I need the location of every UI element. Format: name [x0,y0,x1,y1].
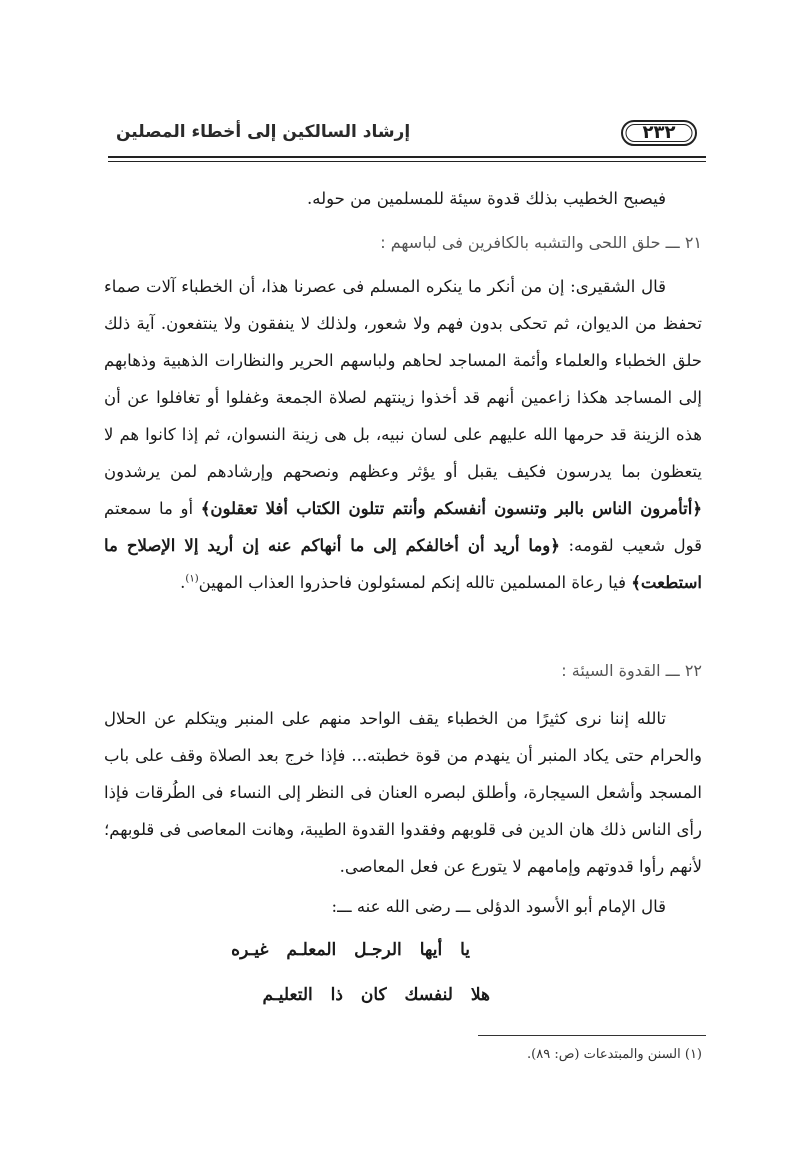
paragraph-1-text-a: قال الشقيرى: إن من أنكر ما ينكره المسلم فى عصرنا هذا، أن الخطباء آلات صماء تحفظ من الديوان، ثم تحكى بدون فهم ولا شعور، ولذلك لا ينفقون ولا ينتفعون. آية ذلك حلق الخطباء والعلماء وأئمة المساجد لحاهم ولباسهم الحرير والنظارات الذهبية وذهابهم إلى المساجد هكذا زاعمين أنهم قد أخذوا زينتهم لصلاة الجمعة وغفلوا أو تغافلوا عن أن هذه الزينة قد حرمها الله عليهم على لسان نبيه، بل هى زينة النسوان، ثم إذا كانوا هم لا يتعظون بما يدرسون فكيف يقبل أو يؤثر وعظهم ونصحهم وإرشادهم لمن يرشدون [104,277,702,481]
quran-verse-2: ﴿وما أريد أن أخالفكم إلى ما أنهاكم عنه إن أريد إلا الإصلاح ما استطعت﴾ [104,536,702,592]
section-heading-21: ٢١ ـــ حلق اللحى والتشبه بالكافرين فى لباسهم : [380,233,702,252]
intro-line: فيصبح الخطيب بذلك قدوة سيئة للمسلمين من حوله. [306,189,666,208]
paragraph-1-text-b: أو ما سمعتم قول شعيب لقومه: [104,499,702,555]
book-title: إرشاد السالكين إلى أخطاء المصلين [116,122,411,142]
poem-verse-2: هلا لنفسك كان ذا التعليـم [262,985,490,1005]
section-heading-22: ٢٢ ـــ القدوة السيئة : [561,661,702,680]
paragraph-1: قال الشقيرى: إن من أنكر ما ينكره المسلم فى عصرنا هذا، أن الخطباء آلات صماء تحفظ من الديوان، ثم تحكى بدون فهم ولا شعور، ولذلك لا ينفقون ولا ينتفعون. آية ذلك حلق الخطباء والعلماء وأئمة المساجد لحاهم ولباسهم الحرير والنظارات الذهبية وذهابهم إلى المساجد هكذا زاعمين أنهم قد أخذوا زينتهم لصلاة الجمعة وغفلوا أو تغافلوا عن أن هذه الزينة قد حرمها الله عليهم على لسان نبيه، بل هى زينة النسوان، ثم إذا كانوا هم لا يتعظون بما يدرسون فكيف يقبل أو يؤثر وعظهم ونصحهم وإرشادهم لمن يرشدون ﴿أتأمرون الناس بالبر وتنسون أنفسكم وأنتم تتلون الكتاب أفلا تعقلون﴾ أو ما سمعتم قول شعيب لقومه: ﴿وما أريد أن أخالفكم إلى ما أنهاكم عنه إن أريد إلا الإصلاح ما استطعت﴾ فيا رعاة المسلمين تالله إنكم لمسئولون فاحذروا العذاب المهين$^{(١)}$. [104,277,702,592]
running-header [108,112,706,156]
header-rule [108,156,706,162]
page-number: ٢٣٢ [642,122,676,143]
footnote-marker: (١) [185,573,199,585]
paragraph-2: تالله إننا نرى كثيرًا من الخطباء يقف الواحد منهم على المنبر ويتكلم عن الحلال والحرام حتى يكاد المنبر أن ينهدم من قوة خطبته... فإذا خرج بعد الصلاة وقف على باب المسجد وأشعل السيجارة، وأطلق لبصره العنان فى النظر إلى النساء فى الطُرقات فإذا رأى الناس ذلك هان الدين فى قلوبهم وفقدوا القدوة الطيبة، وهانت المعاصى فى قلوبهم؛ لأنهم رأوا قدوتهم وإمامهم لا يتورع عن فعل المعاصى. [104,709,702,876]
poem-verse-1: يا أيها الرجـل المعلـم غيـره [231,940,470,960]
paragraph-1-text-c: فيا رعاة المسلمين تالله إنكم لمسئولون فاحذروا العذاب المهين [198,573,626,592]
page-number-badge [620,118,698,148]
poet-intro: قال الإمام أبو الأسود الدؤلى ـــ رضى الله عنه ـــ: [331,897,666,916]
quran-verse-1: ﴿أتأمرون الناس بالبر وتنسون أنفسكم وأنتم تتلون الكتاب أفلا تعقلون﴾ [200,499,702,518]
footnote: (١) السنن والمبتدعات (ص: ٨٩). [527,1047,702,1062]
footnote-rule [478,1035,706,1036]
